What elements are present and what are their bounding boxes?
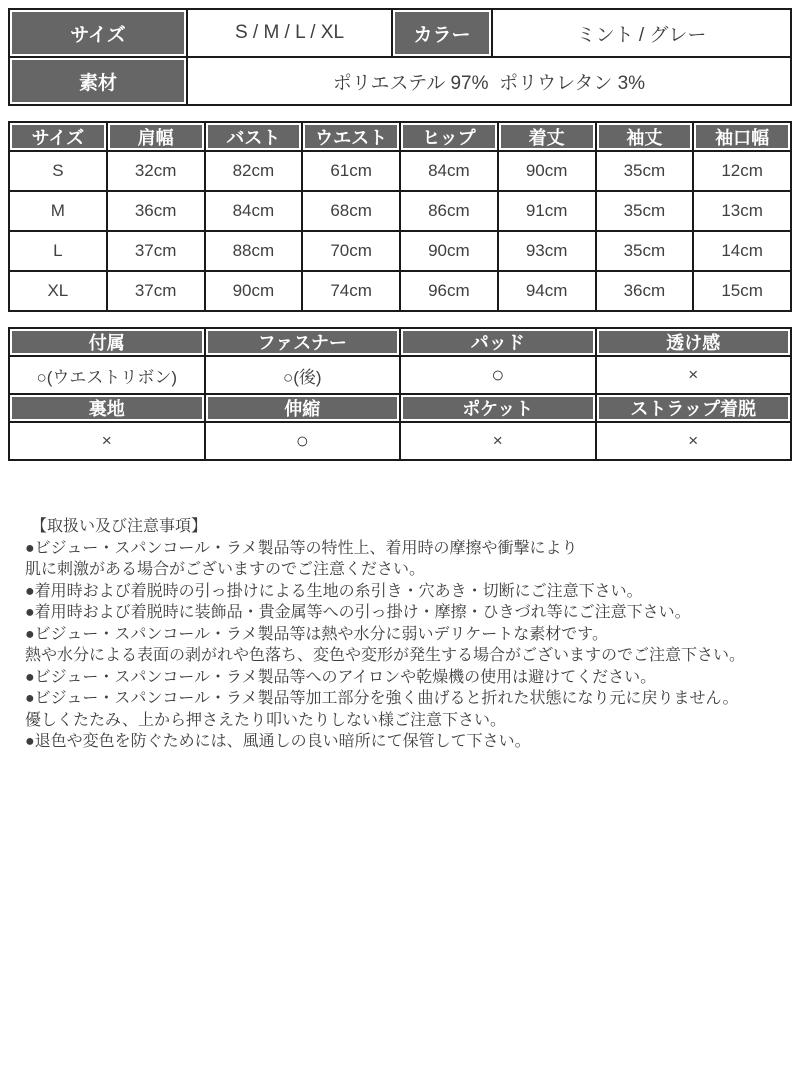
features-value-row-1 <box>9 356 791 394</box>
feature-header-cell: ファスナー <box>205 328 401 356</box>
care-notes <box>8 516 792 753</box>
care-notes-title: 【取扱い及び注意事項】 <box>31 518 208 535</box>
measurement-cell: 37cm <box>107 271 205 311</box>
measurement-cell: 74cm <box>302 271 400 311</box>
measurements-row-s <box>9 151 791 191</box>
feature-header-cell: パッド <box>400 328 596 356</box>
features-table <box>8 327 792 461</box>
measurement-cell: 14cm <box>693 231 791 271</box>
size-cell: XL <box>9 271 107 311</box>
material-label-cell: 素材 <box>9 57 187 105</box>
measurement-cell: 35cm <box>596 151 694 191</box>
care-note-line: ●ビジュー・スパンコール・ラメ製品等へのアイロンや乾燥機の使用は避けてください。 <box>25 668 657 686</box>
measurement-cell: 91cm <box>498 191 596 231</box>
care-note-line: ●ビジュー・スパンコール・ラメ製品等加工部分を強く曲げると折れた状態になり元に戻りません。 <box>25 690 739 707</box>
measurement-cell: 35cm <box>596 231 694 271</box>
measurement-cell: 61cm <box>302 151 400 191</box>
measurement-cell: 96cm <box>400 271 498 311</box>
features-header-row-2 <box>9 394 791 422</box>
material-value-cell: ポリエステル 97% ポリウレタン 3% <box>187 57 791 105</box>
measurement-cell: 90cm <box>498 151 596 191</box>
color-value-cell: ミント / グレー <box>492 9 791 57</box>
measurement-cell: 13cm <box>693 191 791 231</box>
measurements-header-row <box>9 122 791 151</box>
measurements-table <box>8 121 792 312</box>
care-note-line: ●着用時および着脱時の引っ掛けによる生地の糸引き・穴あき・切断にご注意下さい。 <box>25 582 643 600</box>
measurement-cell: 68cm <box>302 191 400 231</box>
feature-value-cell: × <box>400 422 596 460</box>
spec-row-material <box>9 57 791 105</box>
measurement-cell: 82cm <box>205 151 303 191</box>
feature-value-cell: × <box>596 356 792 394</box>
measurement-cell: 86cm <box>400 191 498 231</box>
features-value-row-2 <box>9 422 791 460</box>
measurement-cell: 70cm <box>302 231 400 271</box>
measurement-cell: 37cm <box>107 231 205 271</box>
features-header-row-1 <box>9 328 791 356</box>
feature-value-cell: ○ <box>400 356 596 394</box>
size-value-cell: S / M / L / XL <box>187 9 392 57</box>
measurement-cell: 93cm <box>498 231 596 271</box>
feature-value-cell: × <box>9 422 205 460</box>
size-label-cell: サイズ <box>9 9 187 57</box>
spec-table <box>8 8 792 106</box>
measurement-cell: 90cm <box>400 231 498 271</box>
care-note-line: 肌に刺激がある場合がございますのでご注意ください。 <box>25 561 426 578</box>
measurement-header-cell: 袖口幅 <box>693 122 791 151</box>
measurements-row-xl <box>9 271 791 311</box>
feature-header-cell: 透け感 <box>596 328 792 356</box>
measurement-cell: 36cm <box>107 191 205 231</box>
measurement-header-cell: バスト <box>205 122 303 151</box>
measurement-header-cell: 肩幅 <box>107 122 205 151</box>
spec-row-size-color <box>9 9 791 57</box>
measurement-header-cell: 袖丈 <box>596 122 694 151</box>
measurement-cell: 94cm <box>498 271 596 311</box>
measurement-cell: 32cm <box>107 151 205 191</box>
feature-header-cell: 付属 <box>9 328 205 356</box>
care-note-line: 熱や水分による表面の剥がれや色落ち、変色や変形が発生する場合がございますのでご注意下さい。 <box>25 647 746 664</box>
size-cell: L <box>9 231 107 271</box>
care-note-line: ●ビジュー・スパンコール・ラメ製品等は熱や水分に弱いデリケートな素材です。 <box>25 625 608 643</box>
measurement-header-cell: 着丈 <box>498 122 596 151</box>
color-label-cell: カラー <box>392 9 492 57</box>
measurement-header-cell: ウエスト <box>302 122 400 151</box>
feature-value-cell: ○(ウエストリボン) <box>9 356 205 394</box>
measurement-cell: 15cm <box>693 271 791 311</box>
measurement-header-cell: サイズ <box>9 122 107 151</box>
measurements-row-m <box>9 191 791 231</box>
feature-header-cell: 伸縮 <box>205 394 401 422</box>
feature-header-cell: ストラップ着脱 <box>596 394 792 422</box>
feature-value-cell: ○ <box>205 422 401 460</box>
feature-value-cell: ○(後) <box>205 356 401 394</box>
measurement-cell: 90cm <box>205 271 303 311</box>
feature-value-cell: × <box>596 422 792 460</box>
care-note-line: 優しくたたみ、上から押さえたり叩いたりしない様ご注意下さい。 <box>25 711 506 729</box>
measurement-cell: 88cm <box>205 231 303 271</box>
measurement-cell: 35cm <box>596 191 694 231</box>
feature-header-cell: ポケット <box>400 394 596 422</box>
measurements-row-l <box>9 231 791 271</box>
measurement-cell: 84cm <box>205 191 303 231</box>
care-note-line: ●退色や変色を防ぐためには、風通しの良い暗所にて保管して下さい。 <box>25 733 531 750</box>
measurement-cell: 12cm <box>693 151 791 191</box>
measurement-header-cell: ヒップ <box>400 122 498 151</box>
care-note-line: ●着用時および着脱時に装飾品・貴金属等への引っ掛け・摩擦・ひきづれ等にご注意下さい。 <box>25 604 691 621</box>
care-note-line: ●ビジュー・スパンコール・ラメ製品等の特性上、着用時の摩擦や衝撃により <box>25 539 578 557</box>
measurement-cell: 84cm <box>400 151 498 191</box>
measurement-cell: 36cm <box>596 271 694 311</box>
feature-header-cell: 裏地 <box>9 394 205 422</box>
size-cell: M <box>9 191 107 231</box>
size-cell: S <box>9 151 107 191</box>
